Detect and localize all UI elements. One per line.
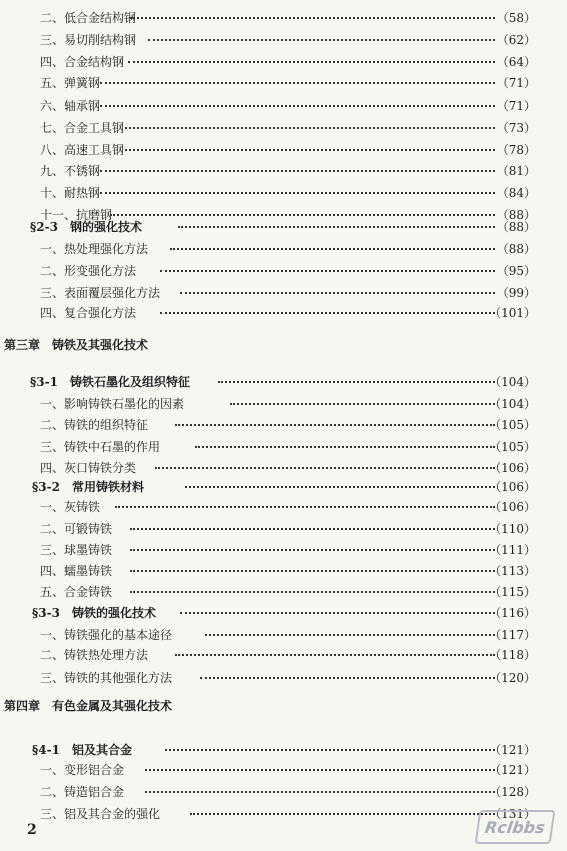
entry-title: 三、表面覆层强化方法 [40,286,161,300]
toc-entry [0,458,567,476]
entry-page: （113） [489,564,536,578]
entry-title: 十、耐热钢 [40,186,101,200]
dot-leader [110,214,495,216]
entry-page: （105） [489,440,536,454]
entry-title: 一、灰铸铁 [40,500,101,514]
entry-title: 六、轴承钢 [40,99,101,113]
entry-page: （99） [496,286,536,300]
dot-leader [195,446,495,448]
toc-entry [0,540,567,558]
toc-entry [0,645,567,663]
entry-page: （88） [496,208,536,222]
toc-section [0,477,567,495]
entry-page: （84） [496,186,536,200]
toc-entry [0,261,567,279]
entry-title: 四、蠕墨铸铁 [40,564,113,578]
toc-entry [0,52,567,70]
entry-title: 三、易切削结构钢 [40,33,137,47]
entry-page: （115） [489,585,536,599]
dot-leader [155,467,495,469]
entry-page: （121） [489,763,536,777]
entry-page: （106） [489,500,536,514]
entry-title: 三、球墨铸铁 [40,543,113,557]
entry-title: §4-1 铝及其合金 [32,743,132,757]
toc-entry [0,561,567,579]
dot-leader [170,248,495,250]
dot-leader [218,381,495,383]
toc-entry [0,625,567,643]
entry-page: （106） [489,480,536,494]
dot-leader [100,170,495,172]
chapter-heading: 第四章 有色金属及其强化技术 [4,699,173,713]
dot-leader [175,654,495,656]
entry-title: 三、铝及其合金的强化 [40,807,161,821]
entry-title: 一、变形铝合金 [40,763,125,777]
entry-title: §2-3 钢的强化技术 [30,220,142,234]
toc-entry [0,96,567,114]
dot-leader [205,634,495,636]
dot-leader [128,61,495,63]
entry-page: （101） [489,306,536,320]
entry-title: 三、铸铁的其他强化方法 [40,671,173,685]
dot-leader [180,292,495,294]
entry-title: 二、铸铁的组织特征 [40,418,149,432]
dot-leader [130,591,495,593]
dot-leader [230,403,495,405]
entry-page: （78） [496,143,536,157]
entry-title: 四、复合强化方法 [40,306,137,320]
entry-page: （73） [496,121,536,135]
entry-page: （105） [489,418,536,432]
toc-entry [0,437,567,455]
dot-leader [130,549,495,551]
toc-entry [0,73,567,91]
toc-entry [0,161,567,179]
entry-title: §3-2 常用铸铁材料 [32,480,144,494]
entry-page: （128） [489,785,536,799]
toc-entry [0,760,567,778]
entry-title: 二、低合金结构钢 [40,11,137,25]
entry-page: （111） [489,543,536,557]
toc-entry [0,183,567,201]
dot-leader [145,791,495,793]
entry-page: （58） [496,11,536,25]
entry-page: （64） [496,55,536,69]
dot-leader [125,149,495,151]
toc-section [0,740,567,758]
entry-page: （62） [496,33,536,47]
dot-leader [175,424,495,426]
dot-leader [160,270,495,272]
toc-entry [0,415,567,433]
entry-title: 一、热处理强化方法 [40,242,149,256]
entry-page: （104） [489,397,536,411]
entry-title: 三、铸铁中石墨的作用 [40,440,161,454]
dot-leader [130,17,495,19]
entry-title: 九、不锈钢 [40,164,101,178]
toc-section [0,217,567,235]
toc-entry [0,30,567,48]
entry-title: 二、铸造铝合金 [40,785,125,799]
entry-page: （88） [496,220,536,234]
toc-section [0,603,567,621]
toc-entry [0,239,567,257]
dot-leader [100,105,495,107]
entry-page: （106） [489,461,536,475]
entry-title: 四、灰口铸铁分类 [40,461,137,475]
entry-page: （118） [489,648,536,662]
entry-page: （88） [496,242,536,256]
dot-leader [200,677,495,679]
entry-page: （110） [489,522,536,536]
dot-leader [180,612,495,614]
page-number: 2 [27,822,37,838]
entry-title: §3-3 铸铁的强化技术 [32,606,156,620]
toc-entry [0,8,567,26]
dot-leader [130,528,495,530]
dot-leader [100,82,495,84]
entry-title: 二、铸铁热处理方法 [40,648,149,662]
toc-entry [0,394,567,412]
toc-entry [0,782,567,800]
entry-title: 十一、抗磨钢 [40,208,113,222]
entry-title: 四、合金结构钢 [40,55,125,69]
toc-entry [0,140,567,158]
entry-title: 八、高速工具钢 [40,143,125,157]
dot-leader [125,127,495,129]
entry-page: （71） [496,76,536,90]
toc-entry [0,497,567,515]
entry-page: （121） [489,743,536,757]
entry-page: （71） [496,99,536,113]
entry-title: 一、铸铁强化的基本途径 [40,628,173,642]
dot-leader [160,312,495,314]
toc-entry [0,582,567,600]
entry-title: 二、形变强化方法 [40,264,137,278]
dot-leader [100,192,495,194]
toc-section [0,372,567,390]
entry-title: 七、合金工具钢 [40,121,125,135]
entry-title: 一、影响铸铁石墨化的因素 [40,397,185,411]
chapter-heading: 第三章 铸铁及其强化技术 [4,338,149,352]
dot-leader [130,570,495,572]
entry-page: （131） [489,807,536,821]
dot-leader [145,769,495,771]
entry-title: 五、合金铸铁 [40,585,113,599]
dot-leader [178,226,495,228]
entry-title: 二、可锻铸铁 [40,522,113,536]
toc-entry [0,118,567,136]
entry-page: （120） [489,671,536,685]
entry-page: （95） [496,264,536,278]
entry-page: （117） [489,628,536,642]
entry-title: §3-1 铸铁石墨化及组织特征 [30,375,190,389]
dot-leader [148,39,495,41]
dot-leader [115,506,495,508]
toc-entry [0,668,567,686]
dot-leader [165,749,495,751]
toc-entry [0,519,567,537]
entry-page: （104） [489,375,536,389]
toc-entry [0,303,567,321]
entry-page: （116） [489,606,536,620]
watermark-logo: Rclbbs [475,810,556,844]
toc-entry [0,283,567,301]
dot-leader [190,813,495,815]
entry-title: 五、弹簧钢 [40,76,101,90]
entry-page: （81） [496,164,536,178]
dot-leader [185,486,495,488]
